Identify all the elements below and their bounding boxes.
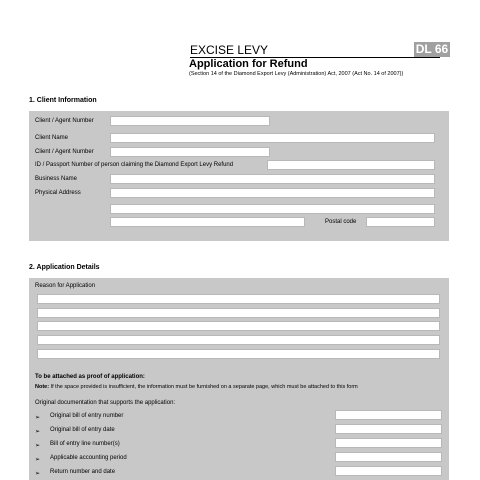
form-code-badge: DL 66: [415, 42, 449, 56]
item-bill-of-entry-date: Original bill of entry date: [50, 427, 115, 433]
physical-address-field-2[interactable]: [110, 204, 435, 214]
physical-address-label: Physical Address: [35, 190, 81, 196]
section-heading-client-information: 1. Client Information: [29, 97, 97, 104]
reason-line-4[interactable]: [37, 335, 440, 345]
proof-heading: To be attached as proof of application:: [35, 374, 145, 380]
note-line: [35, 384, 358, 390]
bill-of-entry-date-field[interactable]: [335, 424, 442, 434]
accounting-period-field[interactable]: [335, 452, 442, 462]
bullet-icon: ➢: [35, 443, 41, 449]
physical-address-field-1[interactable]: [110, 188, 435, 198]
reason-label: Reason for Application: [35, 283, 96, 289]
business-name-label: Business Name: [35, 176, 78, 182]
item-bill-of-entry-number: Original bill of entry number: [50, 413, 124, 419]
id-passport-label: ID / Passport Number of person claiming the Diamond Export Levy Refund: [35, 162, 234, 168]
bullet-icon: ➢: [35, 429, 41, 435]
note-label: Note:: [35, 384, 50, 390]
physical-address-field-3[interactable]: [110, 217, 305, 227]
bill-of-entry-number-field[interactable]: [335, 410, 442, 420]
client-agent-number-label: Client / Agent Number: [35, 118, 94, 124]
client-information-panel: [29, 111, 449, 241]
reason-line-1[interactable]: [37, 294, 440, 304]
application-details-panel: [29, 278, 449, 480]
client-agent-number-label-2: Client / Agent Number: [35, 149, 94, 155]
return-number-date-field[interactable]: [335, 466, 442, 476]
item-return-number-date: Return number and date: [50, 469, 116, 475]
client-agent-number-field[interactable]: [110, 116, 270, 126]
bullet-icon: ➢: [35, 415, 41, 421]
section-heading-application-details: 2. Application Details: [29, 264, 100, 271]
item-accounting-period: Applicable accounting period: [50, 455, 127, 461]
reason-line-3[interactable]: [37, 321, 440, 331]
form-title: Application for Refund: [189, 58, 308, 70]
client-agent-number-field-2[interactable]: [110, 147, 270, 157]
note-text: If the space provided is insufficient, the information must be furnished on a separate page, which must be attached to this form: [50, 384, 358, 390]
id-passport-field[interactable]: [267, 160, 435, 170]
business-name-field[interactable]: [110, 174, 435, 184]
bullet-icon: ➢: [35, 457, 41, 463]
bullet-icon: ➢: [35, 471, 41, 477]
postal-code-field[interactable]: [366, 217, 435, 227]
item-bill-of-entry-line-numbers: Bill of entry line number(s): [50, 441, 120, 447]
original-docs-label: Original documentation that supports the application:: [35, 400, 176, 406]
reason-line-2[interactable]: [37, 308, 440, 318]
client-name-label: Client Name: [35, 135, 69, 141]
levy-title: EXCISE LEVY: [190, 43, 440, 58]
reason-line-5[interactable]: [37, 349, 440, 359]
form-subtitle: (Section 14 of the Diamond Export Levy (Administration) Act, 2007 (Act No. 14 of 2007)): [189, 71, 404, 77]
postal-code-label: Postal code: [325, 219, 357, 225]
bill-of-entry-line-numbers-field[interactable]: [335, 438, 442, 448]
client-name-field[interactable]: [110, 133, 435, 143]
